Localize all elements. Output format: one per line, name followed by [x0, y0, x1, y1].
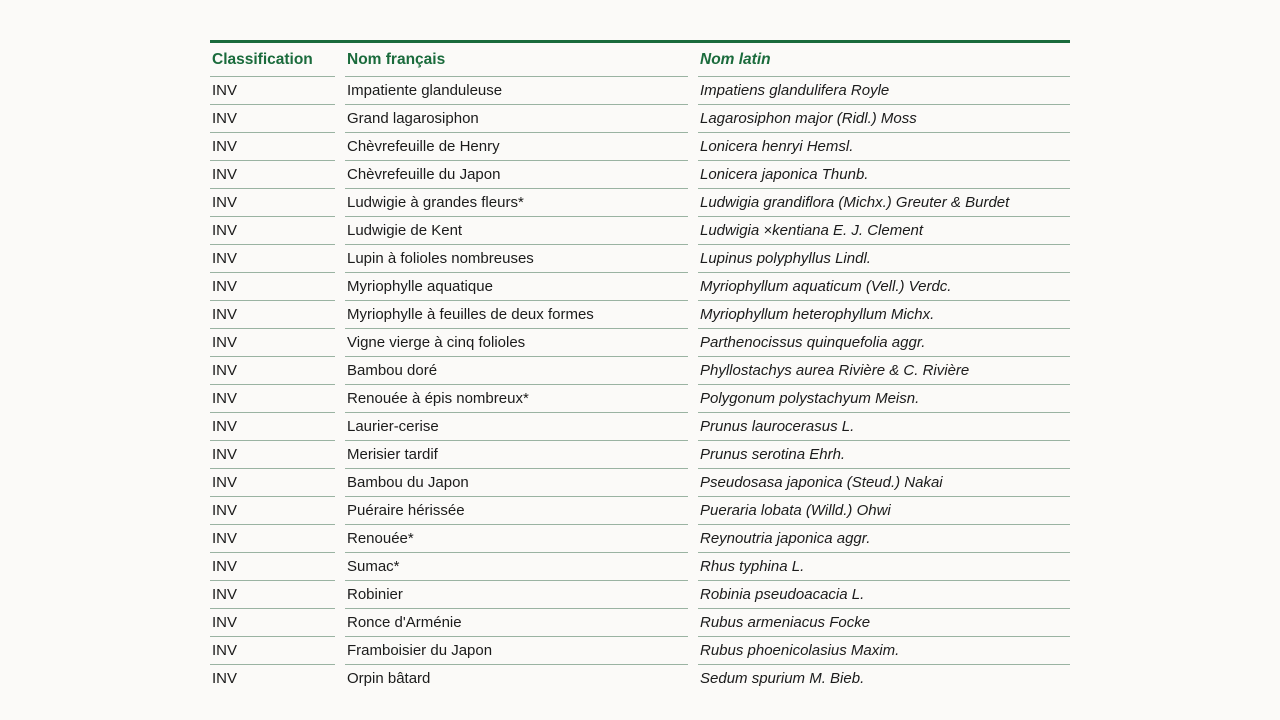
cell-classification: INV [210, 441, 340, 469]
cell-french-name: Bambou doré [340, 357, 693, 385]
table-row [210, 301, 1070, 329]
cell-french-name: Vigne vierge à cinq folioles [340, 329, 693, 357]
cell-latin-name: Pueraria lobata (Willd.) Ohwi [693, 497, 1070, 525]
table-row [210, 385, 1070, 413]
table-row [210, 245, 1070, 273]
cell-latin-name: Polygonum polystachyum Meisn. [693, 385, 1070, 413]
table-row [210, 525, 1070, 553]
cell-latin-name: Prunus laurocerasus L. [693, 413, 1070, 441]
cell-classification: INV [210, 553, 340, 581]
cell-french-name: Puéraire hérissée [340, 497, 693, 525]
cell-french-name: Impatiente glanduleuse [340, 77, 693, 105]
table-row [210, 77, 1070, 105]
cell-classification: INV [210, 525, 340, 553]
cell-french-name: Lupin à folioles nombreuses [340, 245, 693, 273]
table-row [210, 665, 1070, 693]
cell-classification: INV [210, 105, 340, 133]
column-header-latin-name[interactable]: Nom latin [693, 43, 1070, 77]
cell-latin-name: Ludwigia ×kentiana E. J. Clement [693, 217, 1070, 245]
cell-classification: INV [210, 357, 340, 385]
cell-classification: INV [210, 189, 340, 217]
table-header-row [210, 43, 1070, 77]
cell-latin-name: Parthenocissus quinquefolia aggr. [693, 329, 1070, 357]
cell-classification: INV [210, 469, 340, 497]
cell-classification: INV [210, 497, 340, 525]
cell-classification: INV [210, 665, 340, 693]
cell-french-name: Ludwigie de Kent [340, 217, 693, 245]
cell-latin-name: Phyllostachys aurea Rivière & C. Rivière [693, 357, 1070, 385]
cell-latin-name: Prunus serotina Ehrh. [693, 441, 1070, 469]
table-row [210, 497, 1070, 525]
cell-french-name: Chèvrefeuille de Henry [340, 133, 693, 161]
cell-latin-name: Ludwigia grandiflora (Michx.) Greuter & Burdet [693, 189, 1070, 217]
cell-french-name: Ludwigie à grandes fleurs* [340, 189, 693, 217]
table-row [210, 609, 1070, 637]
cell-french-name: Chèvrefeuille du Japon [340, 161, 693, 189]
cell-french-name: Grand lagarosiphon [340, 105, 693, 133]
cell-classification: INV [210, 133, 340, 161]
cell-latin-name: Robinia pseudoacacia L. [693, 581, 1070, 609]
cell-latin-name: Reynoutria japonica aggr. [693, 525, 1070, 553]
table-header [210, 40, 1070, 77]
cell-latin-name: Lonicera henryi Hemsl. [693, 133, 1070, 161]
table-row [210, 357, 1070, 385]
cell-french-name: Myriophylle à feuilles de deux formes [340, 301, 693, 329]
cell-classification: INV [210, 245, 340, 273]
cell-latin-name: Myriophyllum aquaticum (Vell.) Verdc. [693, 273, 1070, 301]
table-row [210, 329, 1070, 357]
cell-french-name: Myriophylle aquatique [340, 273, 693, 301]
species-table-container [210, 40, 1070, 692]
cell-classification: INV [210, 637, 340, 665]
column-header-french-name[interactable]: Nom français [340, 43, 693, 77]
cell-french-name: Robinier [340, 581, 693, 609]
cell-french-name: Renouée à épis nombreux* [340, 385, 693, 413]
invasive-species-table [210, 40, 1070, 692]
cell-latin-name: Lonicera japonica Thunb. [693, 161, 1070, 189]
table-body [210, 77, 1070, 693]
cell-classification: INV [210, 609, 340, 637]
cell-french-name: Orpin bâtard [340, 665, 693, 693]
cell-french-name: Bambou du Japon [340, 469, 693, 497]
column-header-classification[interactable]: Classification [210, 43, 340, 77]
table-row [210, 273, 1070, 301]
cell-latin-name: Rubus armeniacus Focke [693, 609, 1070, 637]
cell-classification: INV [210, 273, 340, 301]
cell-latin-name: Sedum spurium M. Bieb. [700, 670, 865, 687]
cell-latin-name: Lupinus polyphyllus Lindl. [693, 245, 1070, 273]
cell-classification: INV [210, 581, 340, 609]
table-row [210, 637, 1070, 665]
cell-latin-name: Pseudosasa japonica (Steud.) Nakai [693, 469, 1070, 497]
cell-latin-name: Myriophyllum heterophyllum Michx. [693, 301, 1070, 329]
cell-french-name: Laurier-cerise [340, 413, 693, 441]
table-row [210, 217, 1070, 245]
table-row [210, 161, 1070, 189]
table-row [210, 553, 1070, 581]
cell-french-name: Renouée* [340, 525, 693, 553]
cell-classification: INV [210, 329, 340, 357]
table-row [210, 105, 1070, 133]
table-row [210, 441, 1070, 469]
cell-french-name: Framboisier du Japon [340, 637, 693, 665]
table-row [210, 413, 1070, 441]
table-row [210, 189, 1070, 217]
cell-latin-name: Lagarosiphon major (Ridl.) Moss [693, 105, 1070, 133]
cell-classification: INV [210, 77, 340, 105]
table-row [210, 469, 1070, 497]
cell-french-name: Merisier tardif [340, 441, 693, 469]
table-row [210, 581, 1070, 609]
cell-latin-name: Rhus typhina L. [693, 553, 1070, 581]
cell-latin-name: Impatiens glandulifera Royle [693, 77, 1070, 105]
cell-classification: INV [210, 217, 340, 245]
cell-french-name: Sumac* [340, 553, 693, 581]
cell-latin-name: Rubus phoenicolasius Maxim. [693, 637, 1070, 665]
cell-french-name: Ronce d'Arménie [340, 609, 693, 637]
cell-classification: INV [210, 301, 340, 329]
cell-classification: INV [210, 161, 340, 189]
cell-classification: INV [210, 385, 340, 413]
table-row [210, 133, 1070, 161]
cell-classification: INV [210, 413, 340, 441]
